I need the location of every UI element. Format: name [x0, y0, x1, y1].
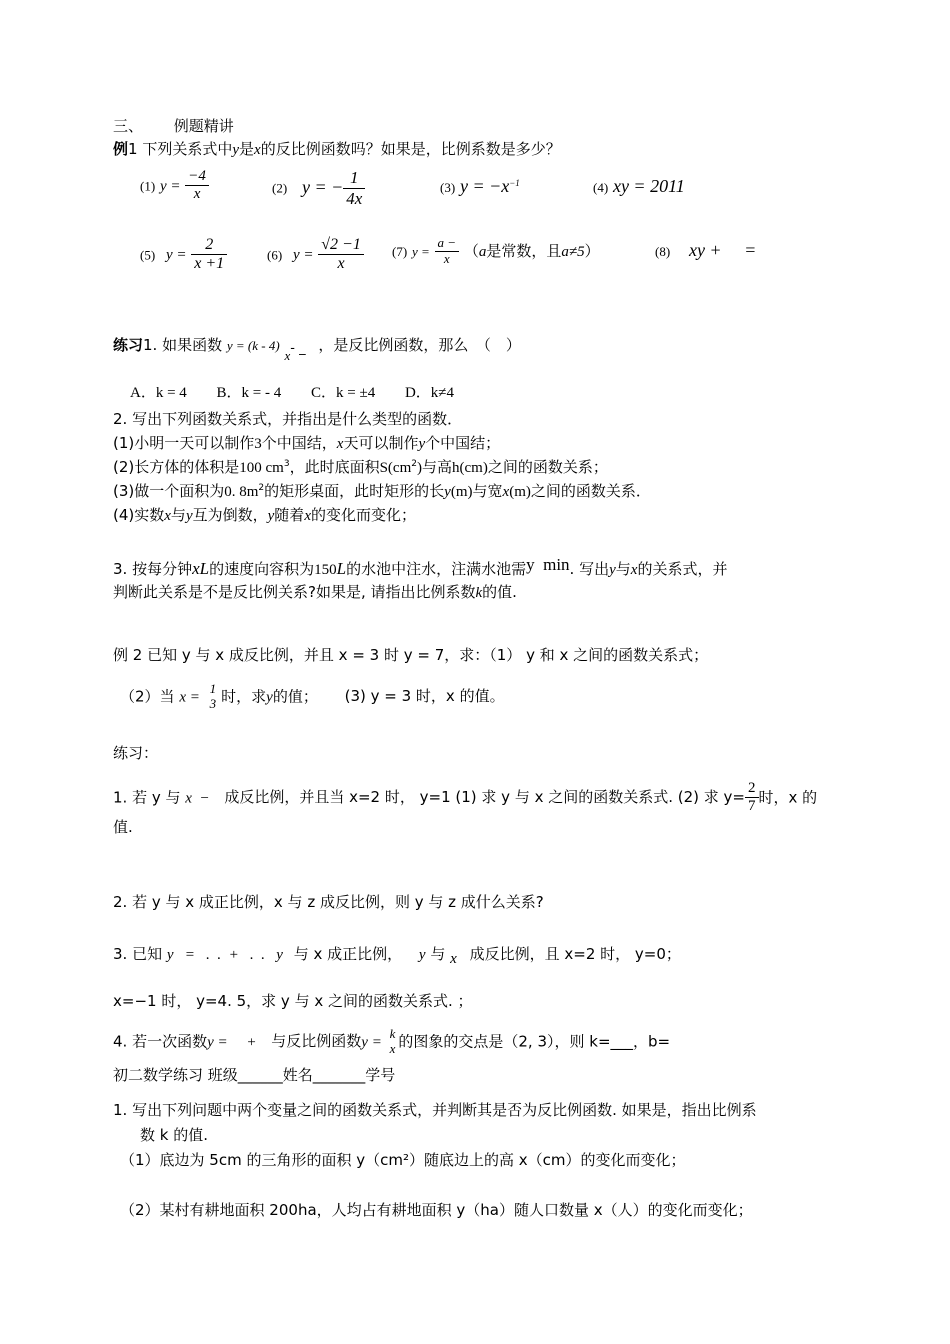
formula-6: (6) y = $\frac{√2 -1}{x}$ [267, 236, 364, 274]
worksheet-header: 初二数学练习 班级______姓名_______学号 [113, 1066, 396, 1084]
practice-2-label: 练习： [113, 744, 159, 762]
section-number: 三、 [113, 117, 144, 135]
practice-2-q1-line1: 1. 若 y 与 x − 成反比例，并且当 x=2 时， y=1 (1) 求 y 与 x 之间的函数关系式. (2) 求 y= $\frac{2}{7}$ 时，x 的 [113, 780, 818, 815]
practice-2-q3-line2: x=−1 时， y=4. 5，求 y 与 x 之间的函数关系式. ； [113, 992, 473, 1010]
practice-1-q2: 2. 写出下列函数关系式，并指出是什么类型的函数． [113, 410, 463, 428]
formula-8: (8) xy + = [655, 240, 757, 260]
example-1-prompt: 例1 下列关系式中y是x的反比例函数吗？如果是，比例系数是多少？ [113, 140, 561, 158]
formula-3: (3) $y = -x^{-1}$ [440, 176, 520, 196]
example-2-line2: （2）当 x = 1 3 时，求y的值； (3) y = 3 时，x 的值。 [120, 681, 505, 711]
practice-1-q1: 练习1. 如果函数 y = (k - 4) x- _ ，是反比例函数，那么 （ ） [113, 336, 521, 363]
formula-7: (7) y = $\frac{a -}{x}$ （a是常数，且a≠5） [392, 235, 600, 266]
worksheet-q1-line2: 数 k 的值. [140, 1126, 208, 1144]
option-b[interactable]: B．k = - 4 [216, 385, 282, 401]
practice-1-options [130, 384, 454, 402]
formula-1: (1) y = $\frac{-4}{x}$ [140, 168, 209, 204]
practice-2-q3-line1: 3. 已知 y = . . + . . y 与 x 成正比例， y 与 x 成反比例，且 x=2 时， y=0； [113, 945, 681, 967]
practice-1-q3-line2: 判断此关系是不是反比例关系?如果是, 请指出比例系数k的值. [113, 583, 517, 601]
practice-1-q2-2: (2)长方体的体积是100 $cm^3$，此时底面积$S(cm^2)$与高h(cm)之间的函数关系； [113, 458, 608, 476]
worksheet-q1-1: （1）底边为 5cm 的三角形的面积 y（cm²）随底边上的高 x（cm）的变化而变化； [120, 1151, 686, 1169]
formula-2: (2) y = − $\frac{1}{4x}$ [272, 168, 365, 208]
practice-2-q2: 2. 若 y 与 x 成正比例，x 与 z 成反比例，则 y 与 z 成什么关系? [113, 893, 544, 911]
practice-2-q4: 4. 若一次函数y = + 与反比例函数y = k x 的图象的交点是（2, 3），则 k=___，b= [113, 1026, 671, 1056]
practice-1-q2-1: (1)小明一天可以制作3个中国结，x天可以制作y个中国结； [113, 434, 501, 452]
option-a[interactable]: A．k = 4 [130, 385, 187, 401]
formula-5: (5) y = $\frac{2}{x +1}$ [140, 236, 227, 274]
example-label: 例 [113, 140, 129, 158]
formula-4: (4) xy = 2011 [593, 176, 685, 196]
practice-label: 练习 [113, 336, 144, 354]
example-2-line1: 例 2 已知 y 与 x 成反比例，并且 x = 3 时 y = 7，求：（1） y 和 x 之间的函数关系式； [113, 646, 709, 664]
practice-1-q2-4: (4)实数x与y互为倒数，y随着x的变化而变化； [113, 506, 416, 524]
worksheet-q1-line1: 1. 写出下列问题中两个变量之间的函数关系式，并判断其是否为反比例函数. 如果是，指出比例系 [113, 1101, 757, 1119]
option-d[interactable]: D．k≠4 [404, 385, 455, 401]
section-heading [113, 117, 234, 135]
option-c[interactable]: C．k = ±4 [311, 385, 376, 401]
practice-1-q2-3: (3)做一个面积为0. $8m^2$的矩形桌面，此时矩形的长y(m)与宽x(m)之间的函数关系． [113, 482, 651, 500]
section-title: 例题精讲 [173, 117, 234, 135]
practice-2-q1-line2: 值. [113, 818, 133, 836]
worksheet-q1-2: （2）某村有耕地面积 200ha，人均占有耕地面积 y（ha）随人口数量 x（人）的变化而变化； [120, 1201, 753, 1219]
practice-1-q3-line1: 3. 按每分钟xL的速度向容积为150L的水池中注水，注满水池需y min. 写出y与x的关系式，并 [113, 555, 728, 578]
